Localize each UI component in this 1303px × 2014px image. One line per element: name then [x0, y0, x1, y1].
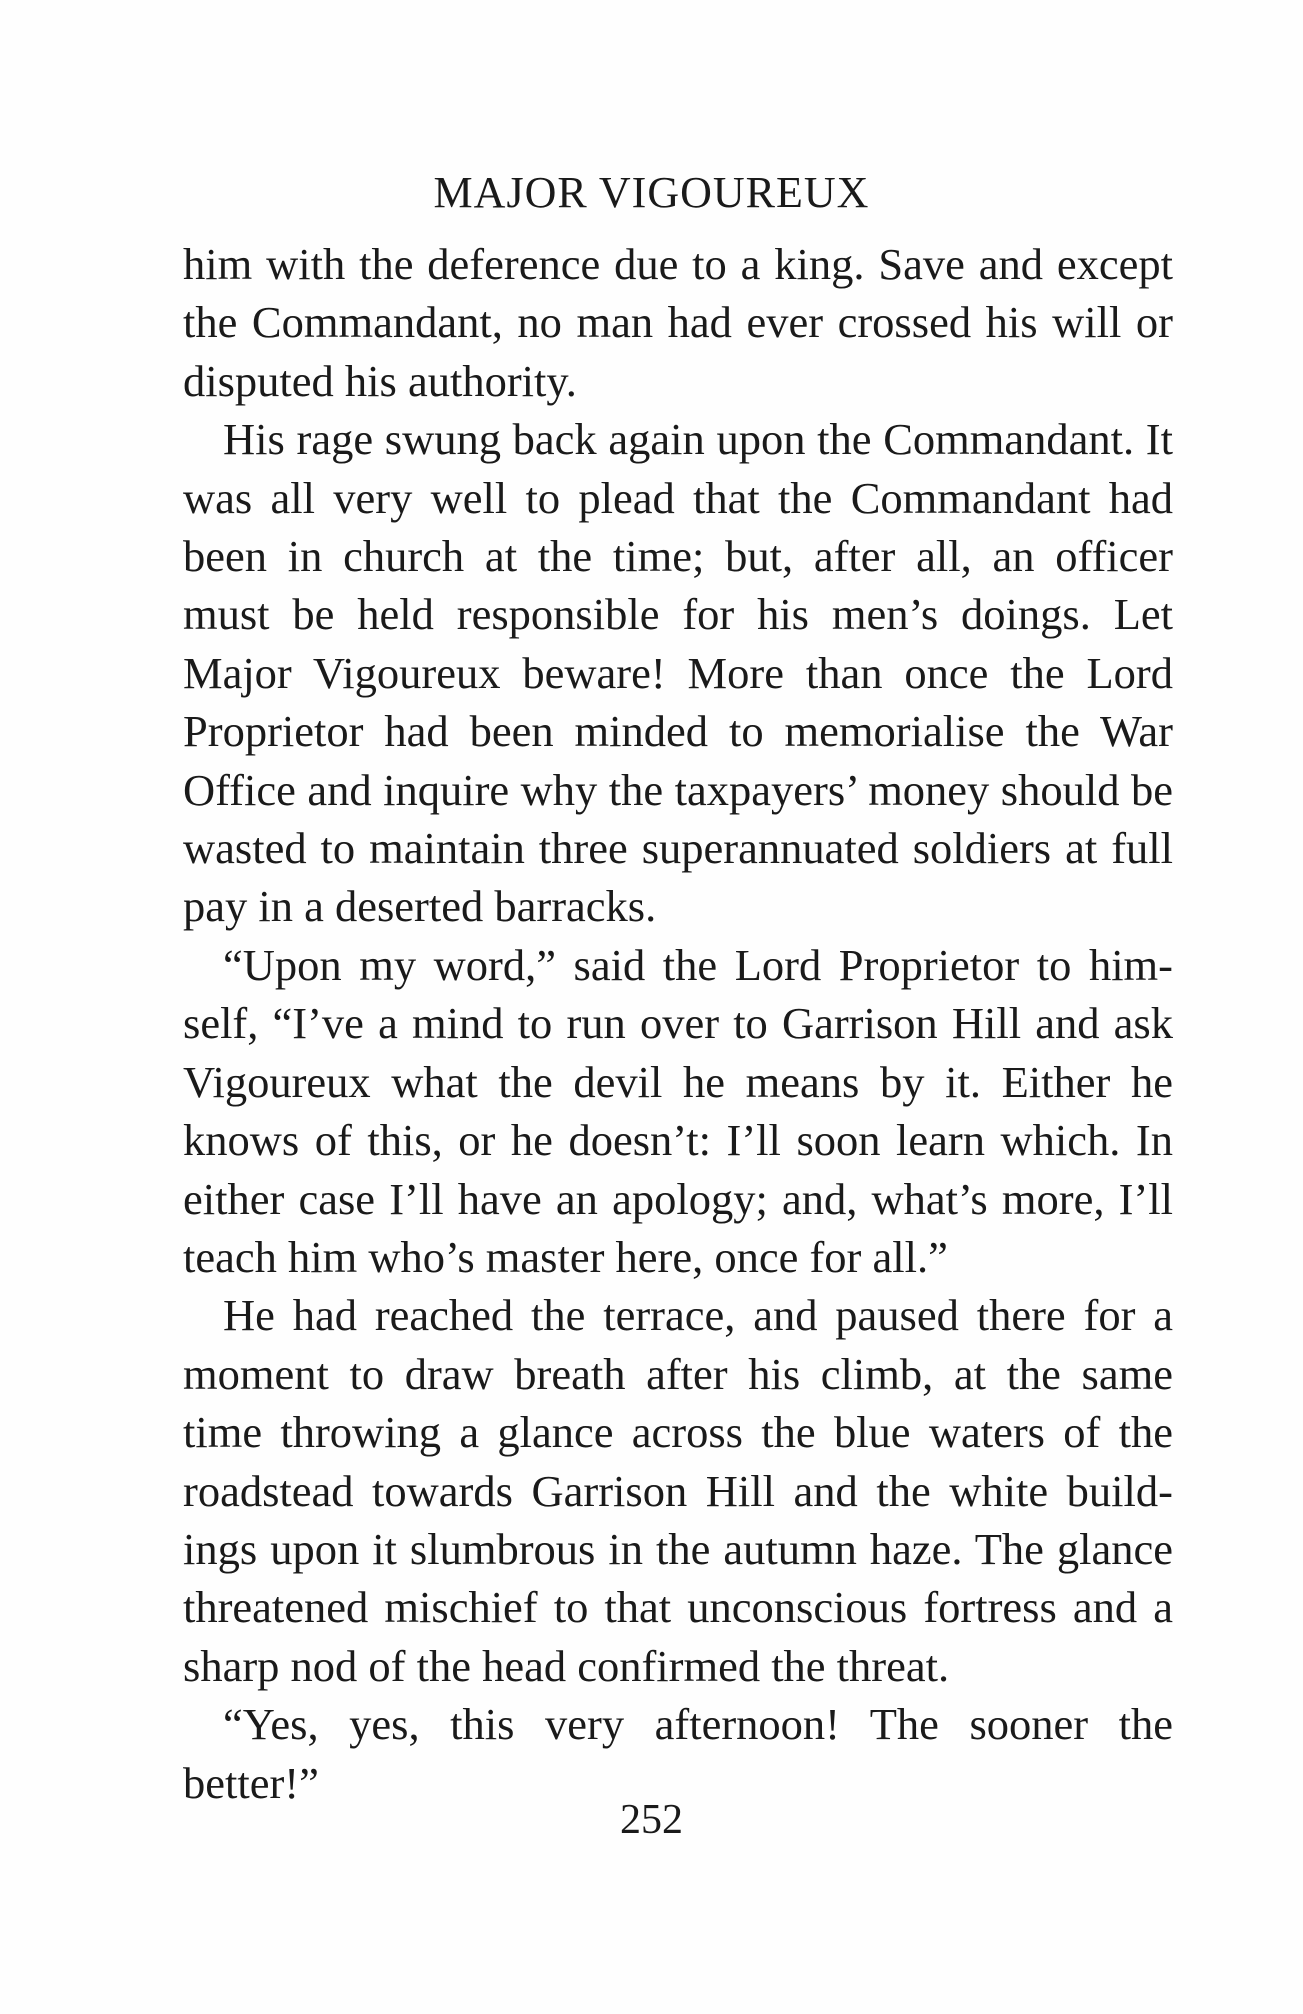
paragraph: “Yes, yes, this very afternoon! The sooner the better!”: [183, 1699, 1173, 1808]
paragraph: He had reached the terrace, and paused there for a moment to draw breath after his climb, at the same time throwing a glance across the blue waters of the roadstead towards Garrison Hill and the white buildings upon it slumbrous in the autumn haze. The glance threatened mischief to that unconscious fortress and a sharp nod of the head confirmed the threat.: [183, 1290, 1173, 1691]
paragraph: “Upon my word,” said the Lord Proprietor to himself, “I’ve a mind to run over to Garrison Hill and ask Vigoureux what the devil he means by it. Either he knows of this, or he doesn’t: I’ll soon learn which. In either case I’ll have an apology; and, what’s more, I’ll teach him who’s master here, once for all.”: [183, 939, 1173, 1282]
paragraph: His rage swung back again upon the Commandant. It was all very well to plead that the Commandant had been in church at the time; but, after all, an officer must be held responsible for his men’s doings. Let Major Vigoureux beware! More than once the Lord Proprietor had been minded to memorialise the War Office and inquire why the taxpayers’ money should be wasted to maintain three superannuated soldiers at full pay in a deserted barracks.: [183, 414, 1173, 932]
running-head: MAJOR VIGOUREUX: [433, 168, 870, 217]
page-number: 252: [620, 1797, 683, 1843]
body-text: [183, 235, 1173, 1812]
paragraph-continued: him with the deference due to a king. Save and except the Commandant, no man had ever crossed his will or disputed his authority.: [183, 239, 1173, 406]
